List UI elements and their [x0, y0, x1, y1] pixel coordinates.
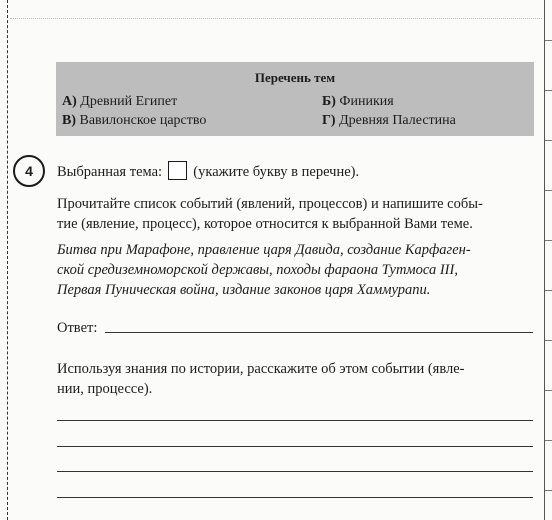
top-dotted-rule — [10, 18, 542, 19]
topic-text: Финикия — [339, 94, 394, 109]
chosen-topic-label: Выбранная тема: — [57, 164, 163, 180]
events-line: Первая Пуническая война, издание законов царя Хаммурапи. — [57, 282, 431, 298]
question-line: Используя знания по истории, расскажите об этом событии (явле- — [57, 361, 465, 377]
topic-text: Древний Египет — [80, 94, 178, 109]
margin-tick — [545, 440, 552, 441]
topic-text: Вавилонское царство — [79, 113, 207, 128]
write-line[interactable] — [57, 471, 533, 472]
instruction-line: тие (явление, процесс), которое относится к выбранной Вами теме. — [57, 216, 473, 232]
instruction-line: Прочитайте список событий (явлений, процессов) и напишите собы- — [57, 196, 483, 212]
margin-tick — [545, 140, 552, 141]
cut-line — [7, 0, 8, 520]
right-margin — [544, 0, 552, 520]
topic-letter: А) — [62, 94, 77, 109]
topics-box — [56, 62, 534, 136]
question-line: нии, процессе). — [57, 381, 153, 397]
topics-title: Перечень тем — [254, 70, 336, 85]
topic-letter: Б) — [322, 94, 336, 109]
chosen-topic-hint: (укажите букву в перечне). — [193, 164, 360, 180]
margin-tick — [545, 90, 552, 91]
margin-tick — [545, 40, 552, 41]
topic-letter: Г) — [322, 113, 336, 128]
events-line: Битва при Марафоне, правление царя Давида, создание Карфаген- — [57, 242, 471, 258]
task-number: 4 — [13, 155, 45, 187]
margin-tick — [545, 490, 552, 491]
chosen-topic-row — [57, 161, 359, 181]
margin-tick — [545, 340, 552, 341]
write-line[interactable] — [57, 446, 533, 447]
topic-a — [62, 94, 177, 110]
topic-g — [322, 113, 456, 129]
answer-label: Ответ: — [57, 320, 98, 336]
margin-tick — [545, 390, 552, 391]
topic-b — [322, 94, 394, 110]
events-line: ской средиземноморской державы, походы фараона Тутмоса III, — [57, 262, 458, 278]
topic-v — [62, 113, 206, 129]
margin-tick — [545, 290, 552, 291]
answer-line[interactable] — [105, 332, 533, 333]
chosen-topic-box[interactable] — [168, 161, 187, 180]
topic-text: Древняя Палестина — [339, 113, 456, 128]
topic-letter: В) — [62, 113, 76, 128]
margin-tick — [545, 190, 552, 191]
write-line[interactable] — [57, 497, 533, 498]
margin-tick — [545, 240, 552, 241]
write-line[interactable] — [57, 420, 533, 421]
